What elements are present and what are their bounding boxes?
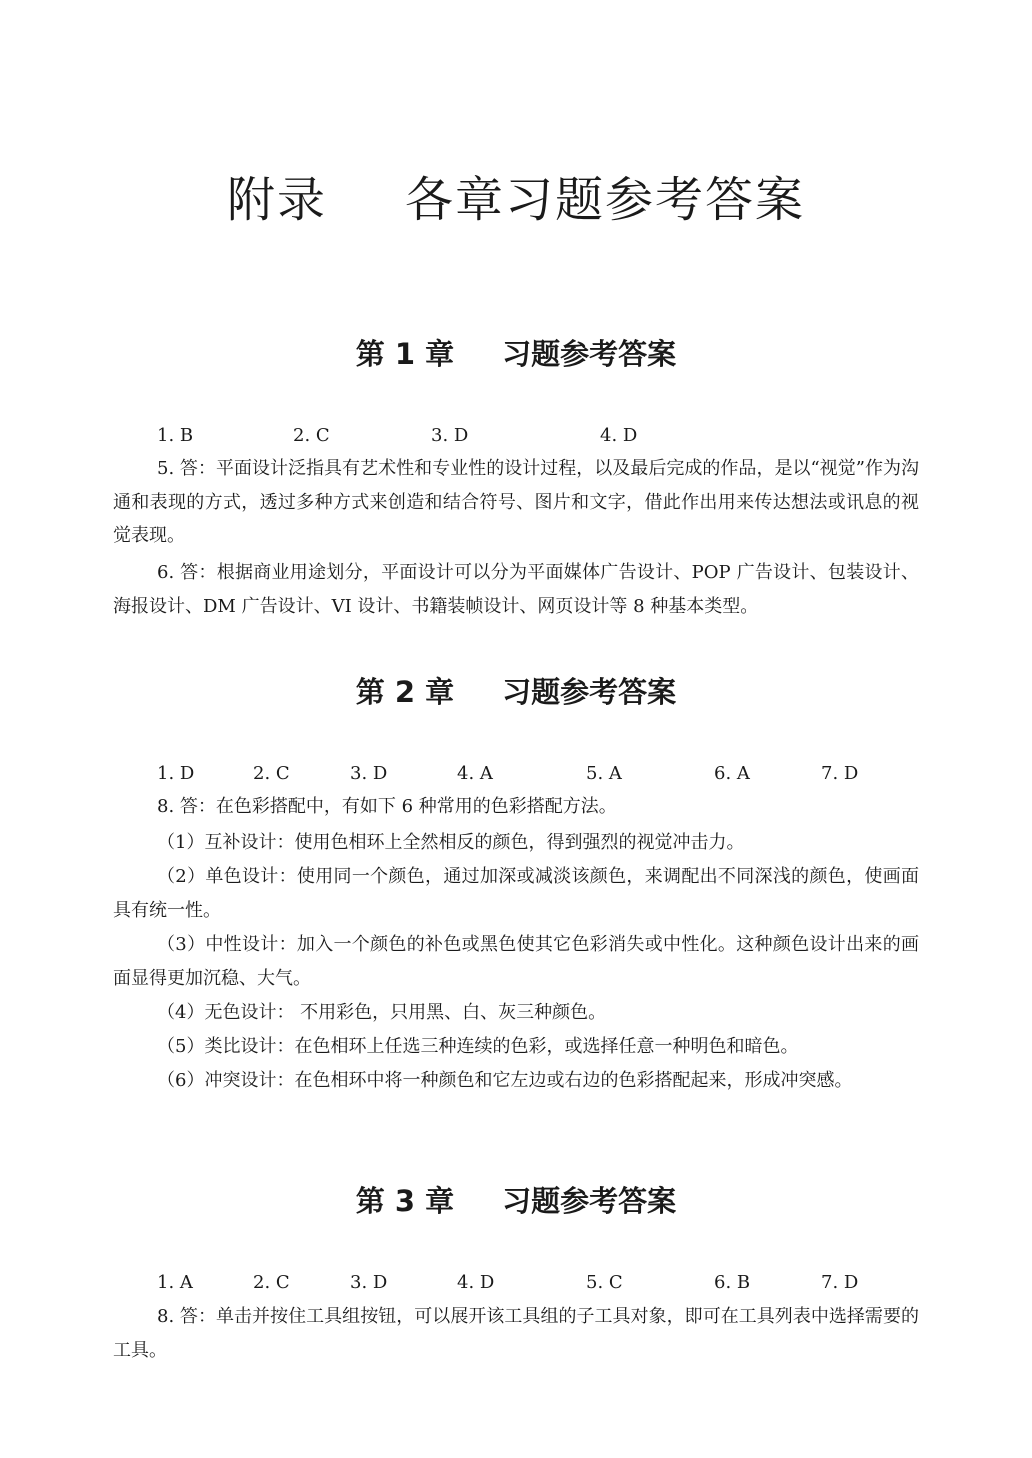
answer-sub-item: （5）类比设计：在色相环上任选三种连续的色彩，或选择任意一种明色和暗色。: [157, 1036, 799, 1057]
choice-answer: 4. D: [457, 1272, 495, 1293]
choice-answer: 6. B: [714, 1272, 751, 1293]
choice-answer: 2. C: [253, 1272, 290, 1293]
answer-paragraph: 5. 答：平面设计泛指具有艺术性和专业性的设计过程，以及最后完成的作品，是以“视觉”作为沟通和表现的方式，透过多种方式来创造和结合符号、图片和文字，借此作出用来传达想法或讯息的视觉表现。: [113, 458, 919, 547]
choice-answer: 7. D: [821, 1272, 859, 1293]
chapter-number: 第 3 章: [355, 1184, 455, 1218]
chapter-number: 第 1 章: [355, 337, 455, 371]
page-title-part2: 各章习题参考答案: [405, 172, 806, 228]
chapter-1-heading: [0, 334, 1032, 374]
choice-answer: 3. D: [431, 425, 469, 446]
answer-paragraph: 8. 答：在色彩搭配中，有如下 6 种常用的色彩搭配方法。: [157, 796, 617, 817]
choice-answer: 5. C: [586, 1272, 623, 1293]
chapter-3-heading: [0, 1181, 1032, 1221]
choice-answer: 3. D: [350, 763, 388, 784]
answer-paragraph: 6. 答：根据商业用途划分，平面设计可以分为平面媒体广告设计、POP 广告设计、包装设计、海报设计、DM 广告设计、VI 设计、书籍装帧设计、网页设计等 8 种基本类型。: [113, 562, 919, 617]
chapter-2-choice-answers: [0, 759, 1032, 789]
choice-answer: 6. A: [714, 763, 750, 784]
choice-answer: 5. A: [586, 763, 622, 784]
choice-answer: 1. D: [157, 763, 195, 784]
choice-answer: 7. D: [821, 763, 859, 784]
answer-sub-item: （2）单色设计：使用同一个颜色，通过加深或减淡该颜色，来调配出不同深浅的颜色，使画面具有统一性。: [113, 866, 919, 921]
choice-answer: 1. A: [157, 1272, 193, 1293]
choice-answer: 4. D: [600, 425, 638, 446]
chapter-number: 第 2 章: [355, 675, 455, 709]
choice-answer: 1. B: [157, 425, 194, 446]
page-title-part1: 附录: [226, 172, 327, 228]
choice-answer: 2. C: [253, 763, 290, 784]
chapter-heading-text: 习题参考答案: [502, 1184, 677, 1218]
choice-answer: 2. C: [293, 425, 330, 446]
answer-sub-item: （1）互补设计：使用色相环上全然相反的颜色，得到强烈的视觉冲击力。: [157, 832, 745, 853]
answer-paragraph: 8. 答：单击并按住工具组按钮，可以展开该工具组的子工具对象，即可在工具列表中选择需要的工具。: [113, 1306, 919, 1361]
page-title: [0, 168, 1032, 232]
choice-answer: 4. A: [457, 763, 493, 784]
answer-sub-item: （3）中性设计：加入一个颜色的补色或黑色使其它色彩消失或中性化。这种颜色设计出来的画面显得更加沉稳、大气。: [113, 934, 919, 989]
chapter-heading-text: 习题参考答案: [502, 337, 677, 371]
choice-answer: 3. D: [350, 1272, 388, 1293]
chapter-3-choice-answers: [0, 1268, 1032, 1298]
answer-sub-item: （4）无色设计： 不用彩色，只用黑、白、灰三种颜色。: [157, 1002, 607, 1023]
chapter-2-heading: [0, 672, 1032, 712]
answer-sub-item: （6）冲突设计：在色相环中将一种颜色和它左边或右边的色彩搭配起来，形成冲突感。: [157, 1070, 853, 1091]
chapter-1-choice-answers: [0, 421, 1032, 451]
chapter-heading-text: 习题参考答案: [502, 675, 677, 709]
